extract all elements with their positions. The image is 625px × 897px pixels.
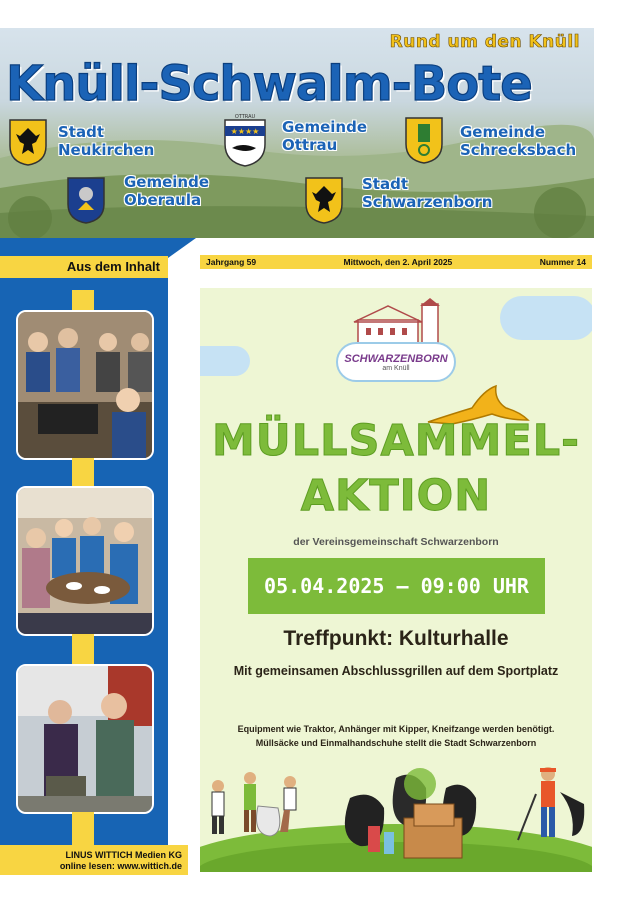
publisher-website[interactable]: online lesen: www.wittich.de (59, 861, 182, 871)
contents-heading: Aus dem Inhalt (0, 256, 168, 278)
photo-group-dinner[interactable] (16, 486, 154, 636)
volunteer-figure-icon (244, 772, 256, 832)
ottrau-crest-icon (222, 112, 268, 168)
cloud-icon (500, 296, 592, 340)
equipment-note: Equipment wie Traktor, Anhänger mit Kipper, Kneifzange werden benötigt. Müllsäcke und Einmalhandschuhe stellt die Stadt Schwarzenborn (237, 724, 555, 748)
town-oberaula: Gemeinde Oberaula (124, 173, 210, 209)
cloud-icon (200, 346, 250, 376)
svg-text:★★★★: ★★★★ (230, 127, 260, 136)
volume-label: Jahrgang 59 (206, 257, 257, 267)
worker-figure-icon (540, 767, 556, 837)
event-datetime: 05.04.2025 – 09:00 UHR (248, 558, 545, 614)
meeting-point: Treffpunkt: Kulturhalle (283, 627, 509, 650)
volunteer-figure-icon (280, 776, 296, 832)
town-neukirchen: Stadt Neukirchen (58, 123, 155, 159)
ottrau-label: OTTRAU (234, 114, 256, 120)
town-schrecksbach: Gemeinde Schrecksbach (460, 123, 577, 159)
connector-bar (72, 634, 94, 666)
town-schwarzenborn: Stadt Schwarzenborn (362, 175, 493, 211)
town-ottrau: Gemeinde Ottrau (282, 118, 368, 154)
volunteer-figure-icon (212, 780, 224, 834)
oberaula-crest-icon (66, 176, 106, 224)
publisher-box (0, 845, 188, 875)
connector-bar (72, 458, 94, 488)
photo-group-meeting[interactable] (16, 310, 154, 460)
grill-note: Mit gemeinsamen Abschlussgrillen auf dem Sportplatz (233, 664, 559, 678)
poster-subtitle: der Vereinsgemeinschaft Schwarzenborn (293, 536, 499, 548)
schwarzenborn-crest-icon (304, 176, 344, 224)
cleanup-event-poster[interactable] (200, 288, 592, 872)
cleanup-illustration (200, 748, 592, 872)
issue-date: Mittwoch, den 2. April 2025 (343, 257, 453, 267)
schrecksbach-crest-icon (404, 116, 444, 164)
newspaper-title: Knüll-Schwalm-Bote (6, 56, 532, 112)
photo-two-people[interactable] (16, 664, 154, 814)
masthead-banner (0, 28, 594, 238)
schwarzenborn-logo: SCHWARZENBORN am Knüll (336, 342, 456, 382)
neukirchen-crest-icon (8, 118, 48, 166)
poster-title-line2: AKTION (300, 471, 492, 521)
tagline: Rund um den Knüll (389, 32, 580, 52)
issue-info-bar (200, 255, 592, 269)
publisher-name: LINUS WITTICH Medien KG (65, 850, 182, 860)
connector-bar (72, 290, 94, 312)
poster-title-line1: MÜLLSAMMEL- (212, 416, 580, 466)
connector-bar (72, 812, 94, 846)
issue-number: Nummer 14 (539, 257, 586, 267)
